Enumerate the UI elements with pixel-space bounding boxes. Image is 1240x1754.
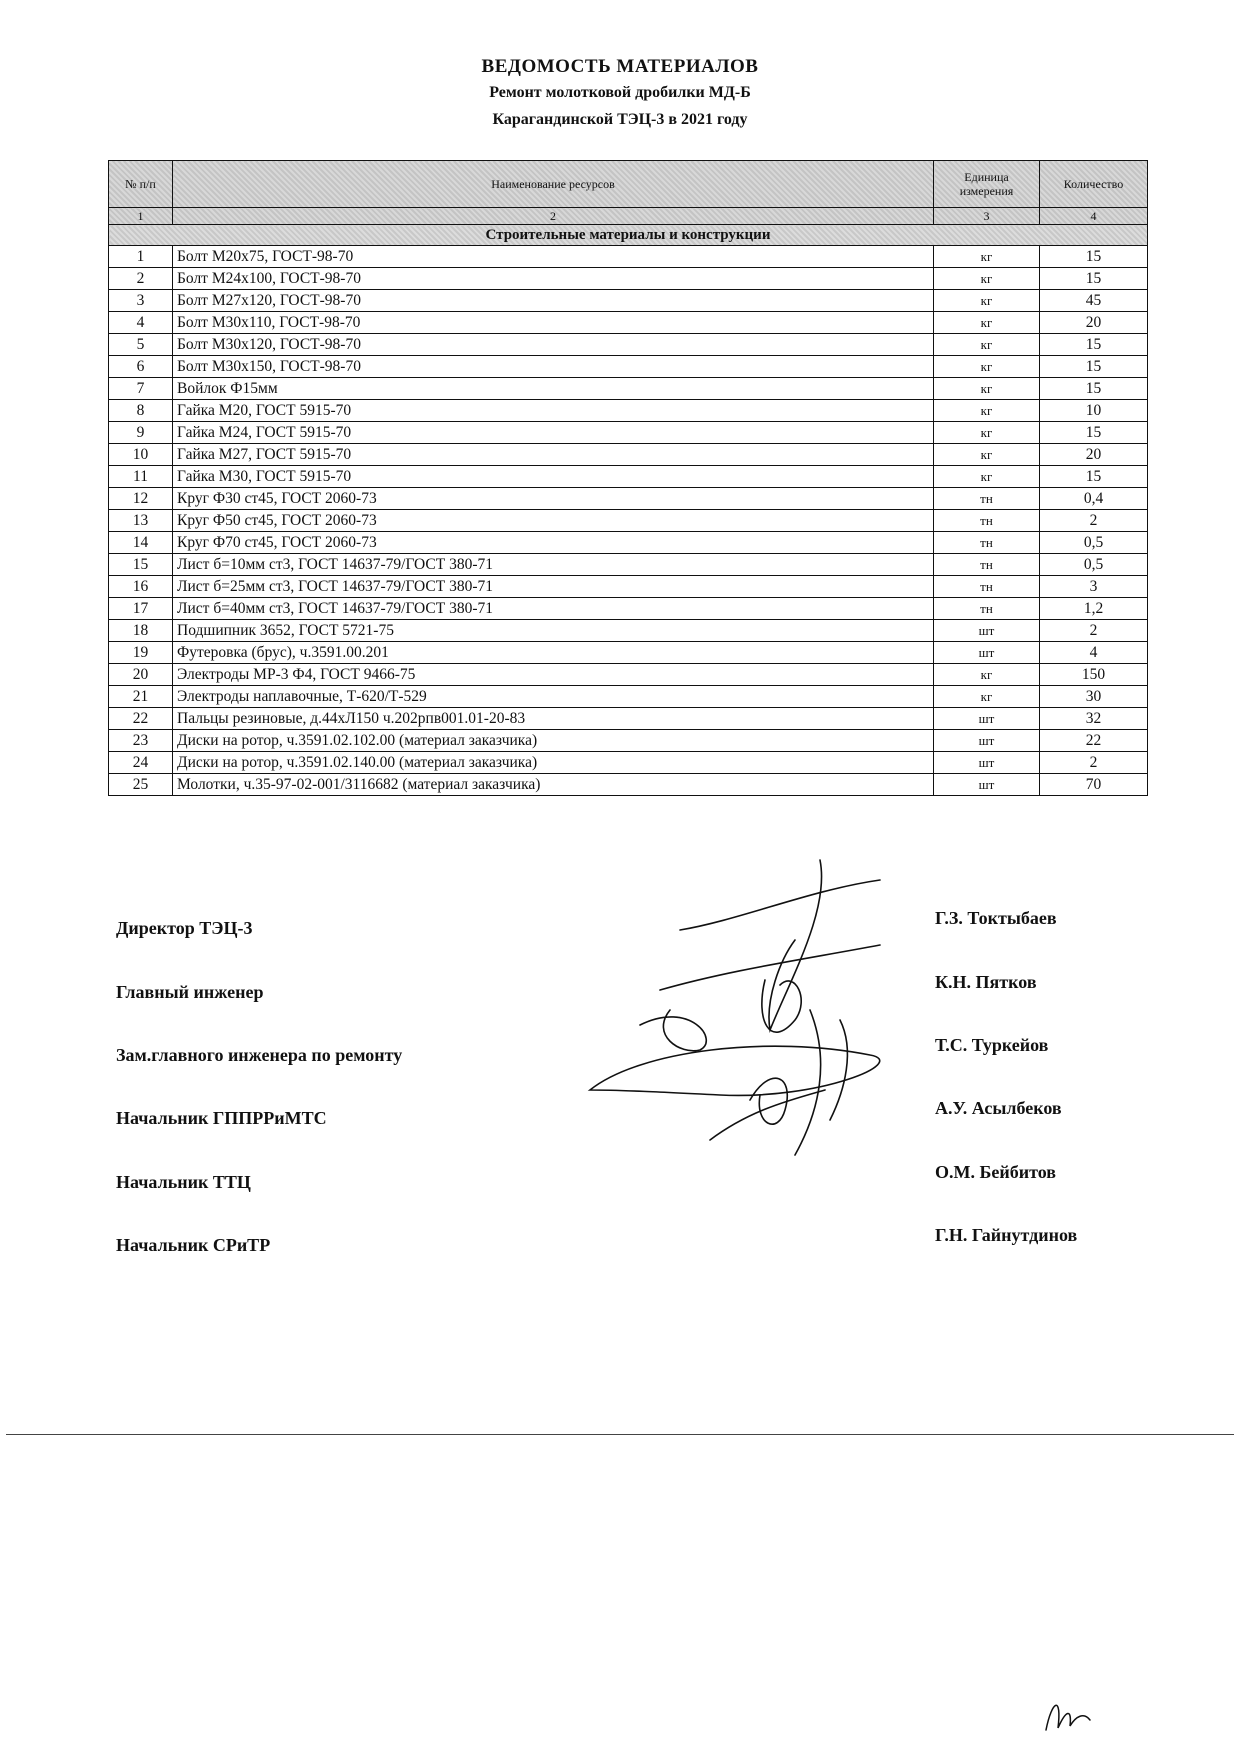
row-name: Болт М24х100, ГОСТ-98-70 bbox=[173, 268, 934, 290]
row-number: 8 bbox=[109, 400, 173, 422]
section-row bbox=[109, 225, 1148, 246]
row-number: 16 bbox=[109, 576, 173, 598]
col-header-name: Наименование ресурсов bbox=[173, 161, 934, 208]
row-quantity: 20 bbox=[1040, 312, 1148, 334]
row-number: 3 bbox=[109, 290, 173, 312]
row-number: 24 bbox=[109, 752, 173, 774]
row-name: Болт М30х150, ГОСТ-98-70 bbox=[173, 356, 934, 378]
table-row bbox=[109, 246, 1148, 268]
row-name: Диски на ротор, ч.3591.02.102.00 (материал заказчика) bbox=[173, 730, 934, 752]
signatory-name: Г.З. Токтыбаев bbox=[935, 908, 1057, 928]
row-quantity: 0,5 bbox=[1040, 554, 1148, 576]
table-row bbox=[109, 620, 1148, 642]
row-name: Электроды наплавочные, Т-620/Т-529 bbox=[173, 686, 934, 708]
table-header-row bbox=[109, 161, 1148, 208]
row-unit: шт bbox=[934, 752, 1040, 774]
document-subtitle: Ремонт молотковой дробилки МД-Б bbox=[489, 84, 751, 101]
row-unit: кг bbox=[934, 664, 1040, 686]
row-unit: кг bbox=[934, 400, 1040, 422]
row-unit: шт bbox=[934, 620, 1040, 642]
row-name: Болт М27х120, ГОСТ-98-70 bbox=[173, 290, 934, 312]
table-row bbox=[109, 554, 1148, 576]
col-header-quantity: Количество bbox=[1040, 161, 1148, 208]
row-number: 19 bbox=[109, 642, 173, 664]
signatory-name: А.У. Асылбеков bbox=[935, 1098, 1062, 1118]
row-name: Электроды МР-3 Ф4, ГОСТ 9466-75 bbox=[173, 664, 934, 686]
row-number: 10 bbox=[109, 444, 173, 466]
row-unit: кг bbox=[934, 290, 1040, 312]
table-row bbox=[109, 488, 1148, 510]
row-name: Лист б=25мм ст3, ГОСТ 14637-79/ГОСТ 380-71 bbox=[173, 576, 934, 598]
col-number-4: 4 bbox=[1040, 208, 1148, 225]
row-name: Молотки, ч.35-97-02-001/3116682 (материал заказчика) bbox=[173, 774, 934, 796]
col-number-3: 3 bbox=[934, 208, 1040, 225]
table-row bbox=[109, 708, 1148, 730]
row-number: 15 bbox=[109, 554, 173, 576]
column-number-row bbox=[109, 208, 1148, 225]
row-unit: кг bbox=[934, 378, 1040, 400]
row-quantity: 0,4 bbox=[1040, 488, 1148, 510]
row-number: 2 bbox=[109, 268, 173, 290]
section-title: Строительные материалы и конструкции bbox=[109, 225, 1148, 246]
row-quantity: 3 bbox=[1040, 576, 1148, 598]
row-name: Лист б=10мм ст3, ГОСТ 14637-79/ГОСТ 380-71 bbox=[173, 554, 934, 576]
row-quantity: 2 bbox=[1040, 752, 1148, 774]
row-unit: тн bbox=[934, 510, 1040, 532]
row-name: Лист б=40мм ст3, ГОСТ 14637-79/ГОСТ 380-71 bbox=[173, 598, 934, 620]
row-name: Подшипник 3652, ГОСТ 5721-75 bbox=[173, 620, 934, 642]
row-number: 12 bbox=[109, 488, 173, 510]
row-unit: шт bbox=[934, 642, 1040, 664]
row-unit: кг bbox=[934, 312, 1040, 334]
row-unit: шт bbox=[934, 730, 1040, 752]
signatory-position: Директор ТЭЦ-3 bbox=[116, 918, 253, 938]
table-row bbox=[109, 686, 1148, 708]
table-row bbox=[109, 422, 1148, 444]
row-number: 18 bbox=[109, 620, 173, 642]
row-quantity: 15 bbox=[1040, 246, 1148, 268]
row-quantity: 15 bbox=[1040, 268, 1148, 290]
row-unit: тн bbox=[934, 576, 1040, 598]
row-quantity: 22 bbox=[1040, 730, 1148, 752]
row-quantity: 15 bbox=[1040, 356, 1148, 378]
row-unit: кг bbox=[934, 246, 1040, 268]
col-header-unit: Единица измерения bbox=[934, 161, 1040, 208]
page-divider bbox=[6, 1434, 1234, 1435]
row-quantity: 4 bbox=[1040, 642, 1148, 664]
row-name: Гайка М27, ГОСТ 5915-70 bbox=[173, 444, 934, 466]
table-row bbox=[109, 752, 1148, 774]
table-row bbox=[109, 532, 1148, 554]
row-quantity: 15 bbox=[1040, 334, 1148, 356]
row-unit: кг bbox=[934, 334, 1040, 356]
row-name: Гайка М30, ГОСТ 5915-70 bbox=[173, 466, 934, 488]
signatory-position: Зам.главного инженера по ремонту bbox=[116, 1045, 403, 1065]
row-number: 9 bbox=[109, 422, 173, 444]
table-row bbox=[109, 642, 1148, 664]
table-row bbox=[109, 268, 1148, 290]
row-quantity: 2 bbox=[1040, 620, 1148, 642]
row-quantity: 15 bbox=[1040, 466, 1148, 488]
row-quantity: 70 bbox=[1040, 774, 1148, 796]
signatory-position: Начальник СРиТР bbox=[116, 1235, 271, 1255]
row-unit: шт bbox=[934, 708, 1040, 730]
handwritten-signatures bbox=[580, 850, 1050, 1170]
row-name: Пальцы резиновые, д.44хЛ150 ч.202рпв001.01-20-83 bbox=[173, 708, 934, 730]
table-row bbox=[109, 576, 1148, 598]
row-name: Болт М30х110, ГОСТ-98-70 bbox=[173, 312, 934, 334]
signatory-name: О.М. Бейбитов bbox=[935, 1162, 1056, 1182]
materials-table bbox=[108, 160, 1148, 796]
table-row bbox=[109, 378, 1148, 400]
table-row bbox=[109, 730, 1148, 752]
table-row bbox=[109, 312, 1148, 334]
table-row bbox=[109, 356, 1148, 378]
row-number: 21 bbox=[109, 686, 173, 708]
row-number: 7 bbox=[109, 378, 173, 400]
table-row bbox=[109, 400, 1148, 422]
row-number: 23 bbox=[109, 730, 173, 752]
row-name: Болт М20х75, ГОСТ-98-70 bbox=[173, 246, 934, 268]
row-number: 20 bbox=[109, 664, 173, 686]
row-number: 6 bbox=[109, 356, 173, 378]
row-name: Гайка М20, ГОСТ 5915-70 bbox=[173, 400, 934, 422]
row-unit: шт bbox=[934, 774, 1040, 796]
row-unit: кг bbox=[934, 466, 1040, 488]
signatory-name: Т.С. Туркейов bbox=[935, 1035, 1049, 1055]
row-quantity: 20 bbox=[1040, 444, 1148, 466]
row-name: Круг Ф70 ст45, ГОСТ 2060-73 bbox=[173, 532, 934, 554]
document-subtitle-year: Карагандинской ТЭЦ-3 в 2021 году bbox=[492, 111, 748, 128]
row-unit: кг bbox=[934, 444, 1040, 466]
row-number: 5 bbox=[109, 334, 173, 356]
row-quantity: 10 bbox=[1040, 400, 1148, 422]
row-name: Круг Ф30 ст45, ГОСТ 2060-73 bbox=[173, 488, 934, 510]
row-number: 11 bbox=[109, 466, 173, 488]
row-name: Гайка М24, ГОСТ 5915-70 bbox=[173, 422, 934, 444]
row-number: 17 bbox=[109, 598, 173, 620]
row-quantity: 15 bbox=[1040, 422, 1148, 444]
row-quantity: 1,2 bbox=[1040, 598, 1148, 620]
row-unit: тн bbox=[934, 554, 1040, 576]
row-quantity: 2 bbox=[1040, 510, 1148, 532]
signatory-position: Главный инженер bbox=[116, 982, 264, 1002]
initials-mark bbox=[1040, 1690, 1100, 1740]
table-row bbox=[109, 334, 1148, 356]
row-number: 22 bbox=[109, 708, 173, 730]
row-unit: кг bbox=[934, 268, 1040, 290]
row-unit: тн bbox=[934, 598, 1040, 620]
row-number: 13 bbox=[109, 510, 173, 532]
table-row bbox=[109, 444, 1148, 466]
row-number: 4 bbox=[109, 312, 173, 334]
table-row bbox=[109, 290, 1148, 312]
document-title: ВЕДОМОСТЬ МАТЕРИАЛОВ bbox=[481, 56, 759, 77]
table-row bbox=[109, 774, 1148, 796]
signatory-position: Начальник ТТЦ bbox=[116, 1172, 251, 1192]
row-quantity: 150 bbox=[1040, 664, 1148, 686]
table-row bbox=[109, 664, 1148, 686]
signatory-position: Начальник ГППРРиМТС bbox=[116, 1108, 327, 1128]
row-number: 14 bbox=[109, 532, 173, 554]
row-name: Диски на ротор, ч.3591.02.140.00 (материал заказчика) bbox=[173, 752, 934, 774]
table-row bbox=[109, 510, 1148, 532]
row-unit: кг bbox=[934, 356, 1040, 378]
col-number-1: 1 bbox=[109, 208, 173, 225]
row-unit: кг bbox=[934, 422, 1040, 444]
signatory-name: Г.Н. Гайнутдинов bbox=[935, 1225, 1078, 1245]
col-number-2: 2 bbox=[173, 208, 934, 225]
table-row bbox=[109, 466, 1148, 488]
row-unit: тн bbox=[934, 488, 1040, 510]
row-name: Круг Ф50 ст45, ГОСТ 2060-73 bbox=[173, 510, 934, 532]
row-number: 25 bbox=[109, 774, 173, 796]
signatory-name: К.Н. Пятков bbox=[935, 972, 1037, 992]
row-name: Войлок Ф15мм bbox=[173, 378, 934, 400]
col-header-number: № п/п bbox=[109, 161, 173, 208]
row-unit: тн bbox=[934, 532, 1040, 554]
row-name: Футеровка (брус), ч.3591.00.201 bbox=[173, 642, 934, 664]
row-quantity: 45 bbox=[1040, 290, 1148, 312]
row-quantity: 32 bbox=[1040, 708, 1148, 730]
row-quantity: 15 bbox=[1040, 378, 1148, 400]
row-unit: кг bbox=[934, 686, 1040, 708]
row-name: Болт М30х120, ГОСТ-98-70 bbox=[173, 334, 934, 356]
table-row bbox=[109, 598, 1148, 620]
row-quantity: 0,5 bbox=[1040, 532, 1148, 554]
row-number: 1 bbox=[109, 246, 173, 268]
row-quantity: 30 bbox=[1040, 686, 1148, 708]
